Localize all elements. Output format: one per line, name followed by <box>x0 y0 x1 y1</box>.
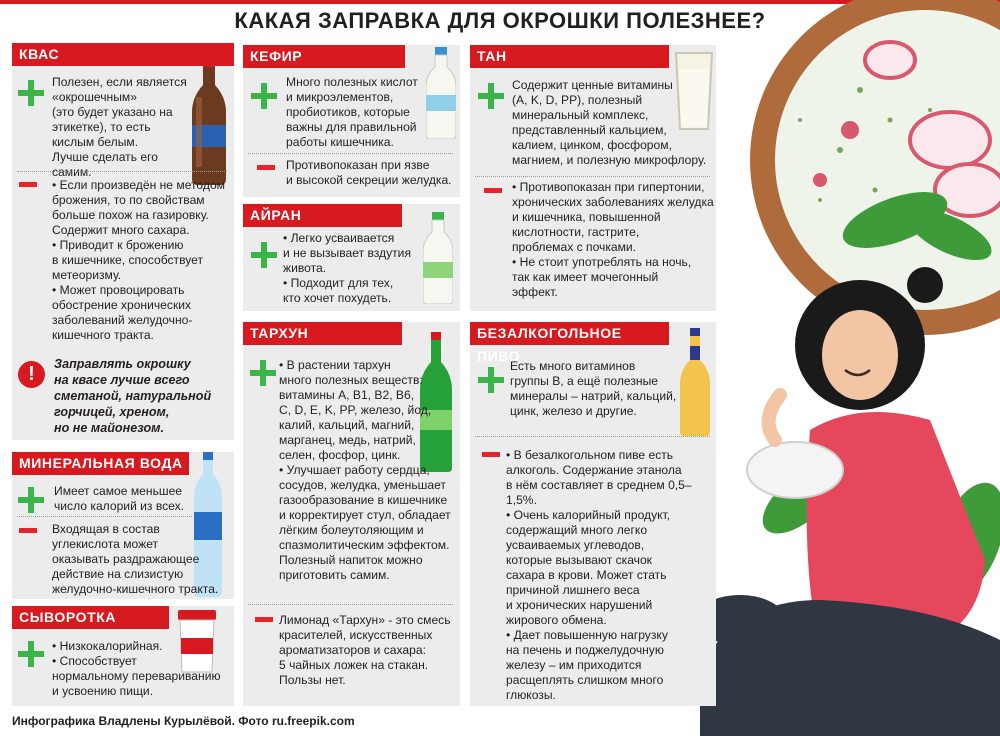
kefir-separator <box>248 153 453 154</box>
kvas-bottle-icon <box>192 57 226 185</box>
kvas-minus-icon <box>19 182 37 187</box>
kvas-minus-text: • Если произведён не методом брожения, то по свойствам больше похож на газировку. Содержит много сахара. • Приводит к брожению в кишечнике, способствует метеоризму. • Может провоцировать обострение хронических заболеваний желудочно- кишечного тракта. <box>52 178 225 342</box>
card-kvas <box>12 43 234 440</box>
card-ayran-title: АЙРАН <box>243 204 402 227</box>
beer-plus-text: Есть много витаминов группы B, а ещё полезные минералы – натрий, кальций, цинк, железо и другие. <box>510 359 677 418</box>
okroshka-illustration <box>700 0 1000 736</box>
card-tarkhun <box>243 322 460 706</box>
ayran-plus-icon <box>251 242 277 268</box>
card-ayran <box>243 204 460 311</box>
mineral-plus-icon <box>18 487 44 513</box>
kvas-warning-icon: ! <box>18 361 45 388</box>
tan-plus-text: Содержит ценные витамины (A, K, D, PP), полезный минеральный комплекс, представленный кальцием, калием, цинком, фосфором, магнием, и полезную микрофлору. <box>512 78 707 167</box>
syvorotka-plus-text: • Низкокалорийная. • Способствует нормальному перевариванию и усвоению пищи. <box>52 639 221 698</box>
card-syvorotka-title: СЫВОРОТКА <box>12 606 169 629</box>
card-kefir-title: КЕФИР <box>243 45 405 68</box>
tarkhun-separator <box>248 604 453 605</box>
mineral-separator <box>17 516 192 517</box>
beer-minus-text: • В безалкогольном пиве есть алкоголь. Содержание этанола в нём составляет в среднем 0,5–1,5%. • Очень калорийный продукт, содержащий много легко усваиваемых углеводов, которые вызывают скачок сахара в крови. Может стать причиной лишнего веса и хронических нарушений жирового обмена. • Дает повышенную нагрузку на печень и поджелудочную железу – им приходится расщеплять слишком много глюкозы. <box>506 448 692 702</box>
card-tarkhun-title: ТАРХУН <box>243 322 402 345</box>
beer-minus-icon <box>482 452 500 457</box>
card-tan <box>470 45 716 311</box>
card-kvas-title: КВАС <box>12 43 234 66</box>
tan-minus-text: • Противопоказан при гипертонии, хронических заболеваниях желудка и кишечника, повышенной кислотности, гастрите, проблемах с почками. • Не стоит употреблять на ночь, так как имеет мочегонный эффект. <box>512 180 714 299</box>
ayran-plus-text: • Легко усваивается и не вызывает вздутия живота. • Подходит для тех, кто хочет похудеть. <box>283 231 411 305</box>
syvorotka-plus-icon <box>18 641 44 667</box>
kefir-plus-icon <box>251 83 277 109</box>
tarkhun-minus-text: Лимонад «Тархун» - это смесь красителей, искусственных ароматизаторов и сахара: 5 чайных ложек на стакан. Пользы нет. <box>279 613 451 687</box>
tan-plus-icon <box>478 83 504 109</box>
kefir-minus-text: Противопоказан при язве и высокой секреции желудка. <box>286 158 452 187</box>
tarkhun-minus-icon <box>255 617 273 622</box>
card-beer <box>470 322 716 706</box>
page-title: КАКАЯ ЗАПРАВКА ДЛЯ ОКРОШКИ ПОЛЕЗНЕЕ? <box>234 8 766 33</box>
mineral-plus-text: Имеет самое меньшее число калорий из всех. <box>54 484 185 513</box>
card-mineral-title: МИНЕРАЛЬНАЯ ВОДА <box>12 452 189 475</box>
kefir-plus-text: Много полезных кислот и микроэлементов, пробиотиков, которые важны для правильной работы кишечника. <box>286 75 418 149</box>
card-mineral-water <box>12 452 234 599</box>
mineral-minus-icon <box>19 528 37 533</box>
credit-line: Инфографика Владлены Курылёвой. Фото ru.freepik.com <box>12 714 355 728</box>
beer-plus-icon <box>478 367 504 393</box>
tan-minus-icon <box>484 188 502 193</box>
kvas-separator <box>17 171 227 172</box>
kvas-plus-icon <box>18 80 44 106</box>
mineral-minus-text: Входящая в состав углекислота может оказывать раздражающее действие на слизистую желудочно-кишечного тракта. <box>52 522 219 596</box>
tan-separator <box>475 176 710 177</box>
kefir-minus-icon <box>257 165 275 170</box>
kvas-warning-text: Заправлять окрошку на квасе лучше всего сметаной, натуральной горчицей, хреном, но не майонезом. <box>54 357 212 435</box>
card-beer-title: БЕЗАЛКОГОЛЬНОЕ ПИВО <box>470 322 669 345</box>
beer-separator <box>475 436 710 437</box>
card-tan-title: ТАН <box>470 45 669 68</box>
tarkhun-plus-text: • В растении тархун много полезных веществ: витамины A, B1, B2, B6, C, D, E, K, PP, железо, йод, калий, кальций, магний, марганец, медь, натрий, селен, фосфор, цинк. • Улучшает работу сердца, сосудов, желудка, уменьшает газообразование в кишечнике и корректирует стул, обладает лёгким болеутоляющим и спазмолитическим эффектом. Полезный напиток можно приготовить самим. <box>279 358 451 582</box>
kefir-bottle-icon <box>426 47 456 139</box>
beer-bottle-icon <box>680 328 710 436</box>
card-syvorotka <box>12 606 234 706</box>
tarkhun-plus-icon <box>250 360 276 386</box>
kvas-plus-text: Полезен, если является «окрошечным» (это будет указано на этикетке), то есть кислым белым. Лучше сделать его самим. <box>52 75 187 179</box>
card-kefir <box>243 45 460 197</box>
